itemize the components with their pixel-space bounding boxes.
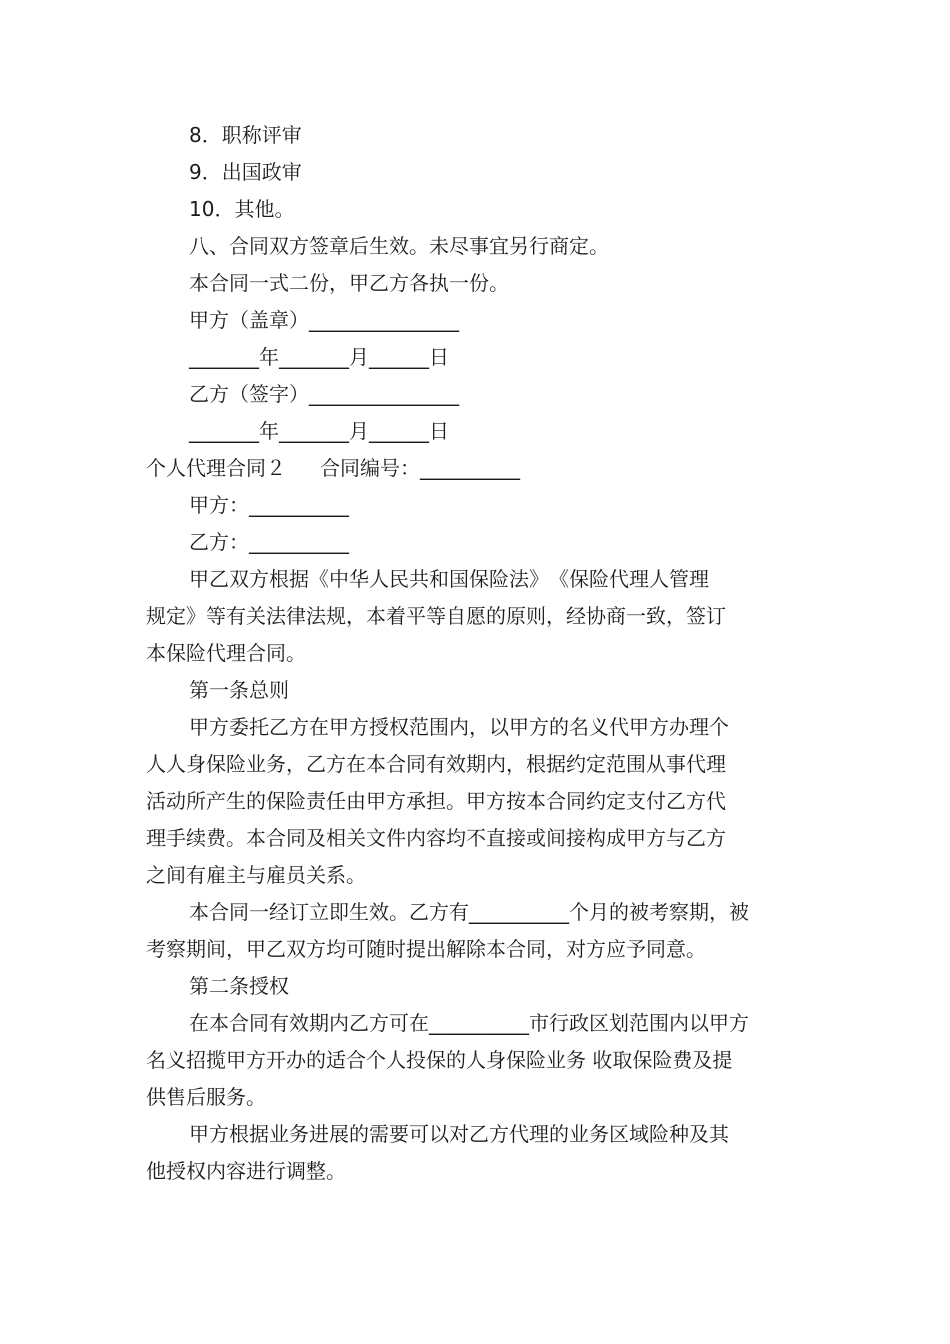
article-1-paragraph-1	[146, 709, 808, 894]
document-body	[146, 117, 808, 1190]
paragraph-line: 他授权内容进行调整。	[146, 1159, 346, 1183]
contract-number: 合同编号：__________	[320, 456, 520, 480]
paragraph-line: 活动所产生的保险责任由甲方承担。甲方按本合同约定支付乙方代	[146, 789, 726, 813]
article-1-paragraph-2	[146, 894, 808, 968]
copies-statement: 本合同一式二份，甲乙方各执一份。	[189, 271, 509, 295]
date-line-party-a: _______年_______月______日	[189, 345, 449, 369]
contract2-party-b: 乙方：__________	[189, 530, 349, 554]
paragraph-line: 甲方委托乙方在甲方授权范围内，以甲方的名义代甲方办理个	[189, 715, 729, 739]
article-2-paragraph-1	[146, 1005, 808, 1116]
paragraph-line: 名义招揽甲方开办的适合个人投保的人身保险业务 收取保险费及提	[146, 1048, 733, 1072]
paragraph-line: 本合同一经订立即生效。乙方有__________个月的被考察期，被	[189, 900, 749, 924]
preamble-paragraph	[146, 561, 808, 672]
paragraph-line: 在本合同有效期内乙方可在__________市行政区划范围内以甲方	[189, 1011, 749, 1035]
paragraph-line: 供售后服务。	[146, 1085, 266, 1109]
article-2-title: 第二条授权	[189, 974, 289, 998]
paragraph-line: 之间有雇主与雇员关系。	[146, 863, 366, 887]
paragraph-line: 人人身保险业务，乙方在本合同有效期内，根据约定范围从事代理	[146, 752, 726, 776]
paragraph-line: 本保险代理合同。	[146, 641, 306, 665]
contract2-title: 个人代理合同２	[146, 456, 286, 480]
list-item-8: 8．职称评审	[189, 123, 302, 147]
paragraph-line: 规定》等有关法律法规，本着平等自愿的原则，经协商一致，签订	[146, 604, 726, 628]
clause-8: 八、合同双方签章后生效。未尽事宜另行商定。	[189, 234, 609, 258]
list-item-9: 9．出国政审	[189, 160, 302, 184]
party-a-seal-line: 甲方（盖章）_______________	[189, 308, 459, 332]
paragraph-line: 甲方根据业务进展的需要可以对乙方代理的业务区域险种及其	[189, 1122, 729, 1146]
article-1-title: 第一条总则	[189, 678, 289, 702]
paragraph-line: 甲乙双方根据《中华人民共和国保险法》 《保险代理人管理	[189, 567, 709, 591]
date-line-party-b: _______年_______月______日	[189, 419, 449, 443]
party-b-sign-line: 乙方（签字）_______________	[189, 382, 459, 406]
contract2-heading	[146, 450, 808, 487]
list-item-10: 10．其他。	[189, 197, 295, 221]
contract2-party-a: 甲方：__________	[189, 493, 349, 517]
article-2-paragraph-2	[146, 1116, 808, 1190]
paragraph-line: 考察期间，甲乙双方均可随时提出解除本合同，对方应予同意。	[146, 937, 706, 961]
paragraph-line: 理手续费。本合同及相关文件内容均不直接或间接构成甲方与乙方	[146, 826, 726, 850]
